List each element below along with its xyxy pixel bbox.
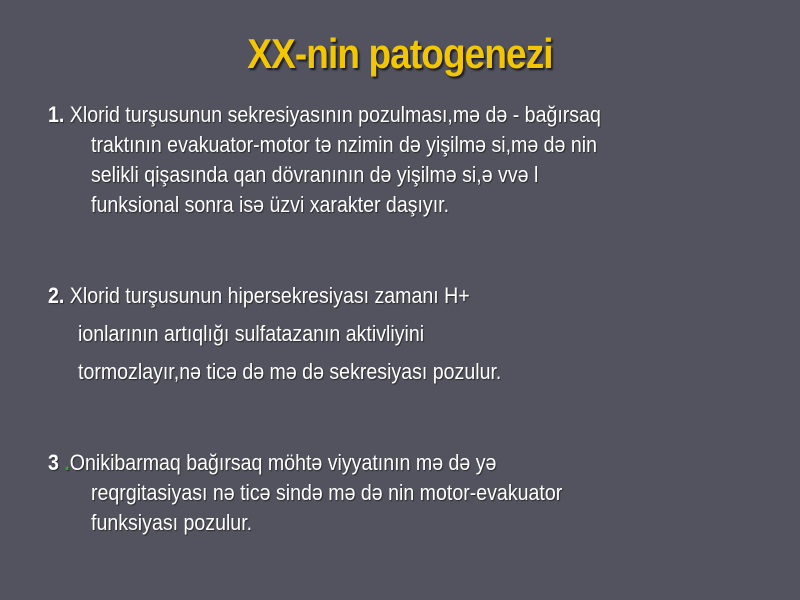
- item-number: 1.: [48, 102, 65, 127]
- paragraph-1-line-4: funksional sonra isə üzvi xarakter daşıyır.: [91, 192, 450, 217]
- paragraph-3-line-2: reqrgitasiyası nə ticə sində mə də nin motor-evakuator: [91, 480, 563, 505]
- item-number: 2.: [48, 283, 65, 308]
- paragraph-1-line-3: selikli qişasında qan dövranının də yişilmə si,ə vvə l: [91, 162, 539, 187]
- green-dot: .: [64, 450, 70, 475]
- paragraph-2-line-2: ionlarının artıqlığı sulfatazanın aktivliyini: [78, 321, 425, 346]
- paragraph-2-line-3: tormozlayır,nə ticə də mə də sekresiyası pozulur.: [78, 359, 502, 384]
- paragraph-1: [48, 100, 669, 220]
- paragraph-3-line-1: 3 .Onikibarmaq bağırsaq möhtə viyyatının mə də yə: [48, 450, 497, 475]
- paragraph-3-line-3: funksiyası pozulur.: [91, 510, 253, 535]
- paragraph-1-line-2: traktının evakuator-motor tə nzimin də yişilmə si,mə də nin: [91, 132, 598, 157]
- slide-title: XX-nin patogenezi: [247, 30, 553, 77]
- paragraph-2-line-1: 2. Xlorid turşusunun hipersekresiyası zamanı H+: [48, 283, 470, 308]
- paragraph-3: [48, 448, 620, 538]
- paragraph-1-line-1: 1. Xlorid turşusunun sekresiyasının pozulması,mə də - bağırsaq: [48, 102, 601, 127]
- item-number: 3: [48, 450, 59, 475]
- paragraph-2: [48, 281, 554, 387]
